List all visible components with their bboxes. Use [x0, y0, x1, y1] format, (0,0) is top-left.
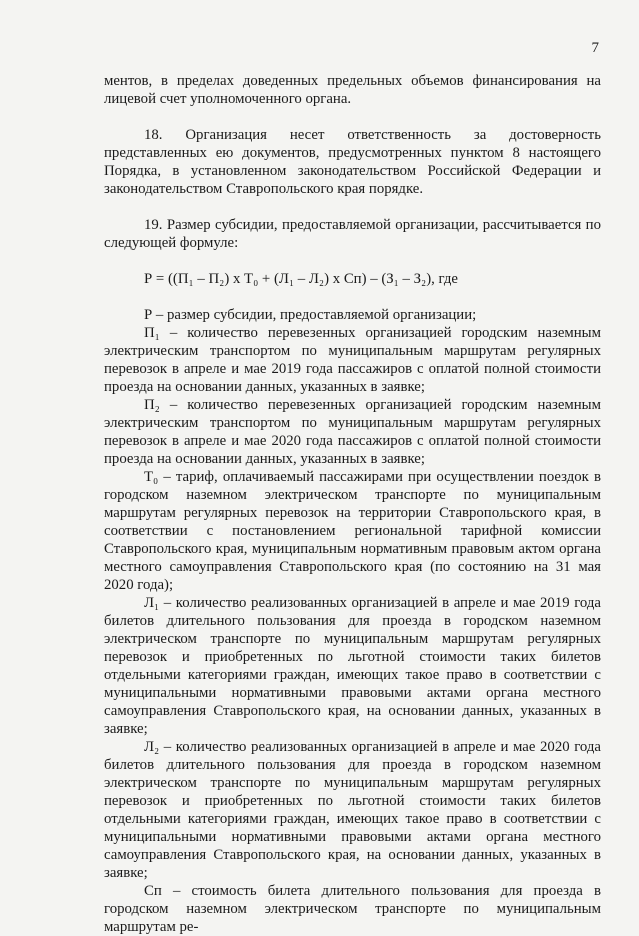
- definition-cp: Сп – стоимость билета длительного пользования для проезда в городском наземном электрическом транспорте по муниципальным маршрутам ре-: [104, 883, 601, 935]
- document-body: [104, 72, 601, 936]
- definition-l1: Л₁ – количество реализованных организацией в апреле и мае 2019 года билетов длительного пользования для проезда в городском наземном электрическом транспорте по муниципальным маршрутам регулярных перевозок и приобретенных по льготной стоимости таких билетов отдельными категориями граждан, имеющих такое право в соответствии с муниципальными нормативными правовыми актами органа местного самоуправления Ставропольского края, на основании данных, указанных в заявке;: [104, 595, 601, 737]
- definition-p: Р – размер субсидии, предоставляемой организации;: [144, 307, 477, 323]
- definition-p2: П₂ – количество перевезенных организацией городским наземным электрическим транспортом по муниципальным маршрутам регулярных перевозок в апреле и мае 2020 года пассажиров с оплатой полной стоимости проезда на основании данных, указанных в заявке;: [104, 397, 601, 467]
- paragraph-18: 18. Организация несет ответственность за достоверность представленных ею документов, предусмотренных пунктом 8 настоящего Порядка, в установленном законодательством Российской Федерации и законодательством Ставропольского края порядке.: [104, 127, 601, 197]
- subsidy-formula: Р = ((П₁ – П₂) х Т₀ + (Л₁ – Л₂) х Сп) – (З₁ – З₂), где: [144, 271, 458, 287]
- paragraph-continuation: ментов, в пределах доведенных предельных объемов финансирования на лицевой счет уполномоченного органа.: [104, 73, 601, 107]
- page-number: 7: [591, 40, 599, 56]
- definition-t0: Т₀ – тариф, оплачиваемый пассажирами при осуществлении поездок в городском наземном электрическом транспорте по муниципальным маршрутам регулярных перевозок на территории Ставропольского края, в соответствии с постановлением региональной тарифной комиссии Ставропольского края, муниципальным нормативным правовым актом органа местного самоуправления Ставропольского края (по состоянию на 31 мая 2020 года);: [104, 469, 601, 593]
- paragraph-19: 19. Размер субсидии, предоставляемой организации, рассчитывается по следующей формуле:: [104, 217, 601, 251]
- definition-p1: П₁ – количество перевезенных организацией городским наземным электрическим транспортом по муниципальным маршрутам регулярных перевозок в апреле и мае 2019 года пассажиров с оплатой полной стоимости проезда на основании данных, указанных в заявке;: [104, 325, 601, 395]
- definition-l2: Л₂ – количество реализованных организацией в апреле и мае 2020 года билетов длительного пользования для проезда в городском наземном электрическом транспорте по муниципальным маршрутам регулярных перевозок и приобретенных по льготной стоимости таких билетов отдельными категориями граждан, имеющих такое право в соответствии с муниципальными нормативными правовыми актами органа местного самоуправления Ставропольского края, на основании данных, указанных в заявке;: [104, 739, 601, 881]
